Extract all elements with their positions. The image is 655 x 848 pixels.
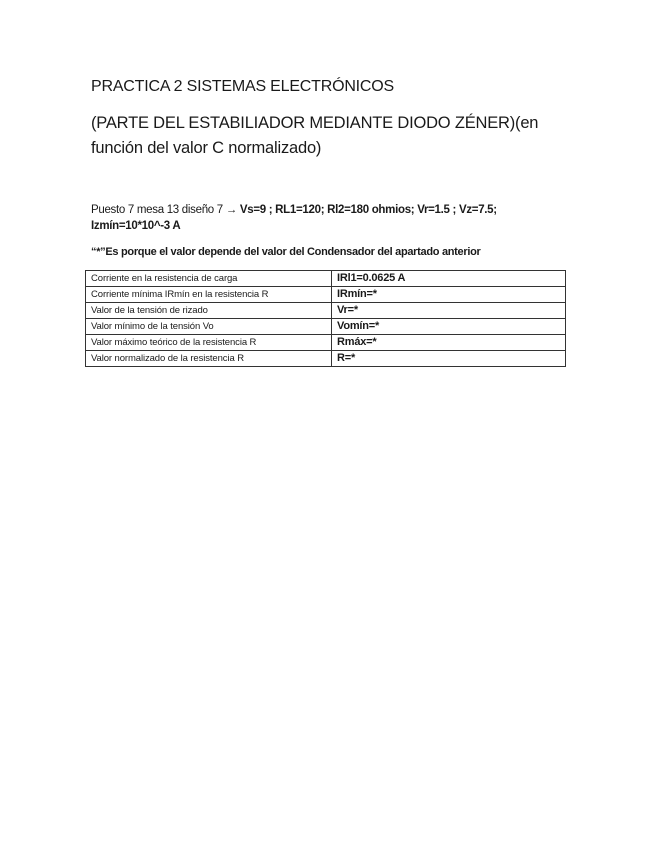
row-value: Vomín=*	[332, 319, 566, 335]
subtitle-line-2: función del valor C normalizado)	[91, 139, 322, 157]
document-subtitle	[91, 111, 571, 161]
arrow-right-icon: →	[225, 204, 237, 216]
table-row	[86, 303, 566, 319]
asterisk-note: “*”Es porque el valor depende del valor del Condensador del apartado anterior	[91, 246, 481, 258]
table-row	[86, 271, 566, 287]
table-row	[86, 287, 566, 303]
row-value: IRl1=0.0625 A	[332, 271, 566, 287]
row-label: Valor normalizado de la resistencia R	[86, 351, 332, 367]
row-value: Vr=*	[332, 303, 566, 319]
subtitle-line-1: (PARTE DEL ESTABILIADOR MEDIANTE DIODO ZÉNER)(en	[91, 114, 539, 132]
row-label: Valor de la tensión de rizado	[86, 303, 332, 319]
document-title: PRACTICA 2 SISTEMAS ELECTRÓNICOS	[91, 78, 394, 95]
table-row	[86, 319, 566, 335]
row-label: Corriente mínima IRmín en la resistencia R	[86, 287, 332, 303]
row-value: Rmáx=*	[332, 335, 566, 351]
row-value: R=*	[332, 351, 566, 367]
specs-line-2: Izmín=10*10^-3 A	[91, 220, 181, 232]
row-label: Valor máximo teórico de la resistencia R	[86, 335, 332, 351]
table-row	[86, 351, 566, 367]
specs-prefix: Puesto 7 mesa 13 diseño 7	[91, 204, 226, 216]
specs-line-1	[91, 202, 561, 218]
table-row	[86, 335, 566, 351]
results-table	[85, 270, 566, 367]
specs-params: Vs=9 ; RL1=120; Rl2=180 ohmios; Vr=1.5 ; Vz=7.5;	[236, 204, 497, 216]
row-label: Corriente en la resistencia de carga	[86, 271, 332, 287]
row-label: Valor mínimo de la tensión Vo	[86, 319, 332, 335]
row-value: IRmín=*	[332, 287, 566, 303]
design-specs	[91, 202, 561, 234]
